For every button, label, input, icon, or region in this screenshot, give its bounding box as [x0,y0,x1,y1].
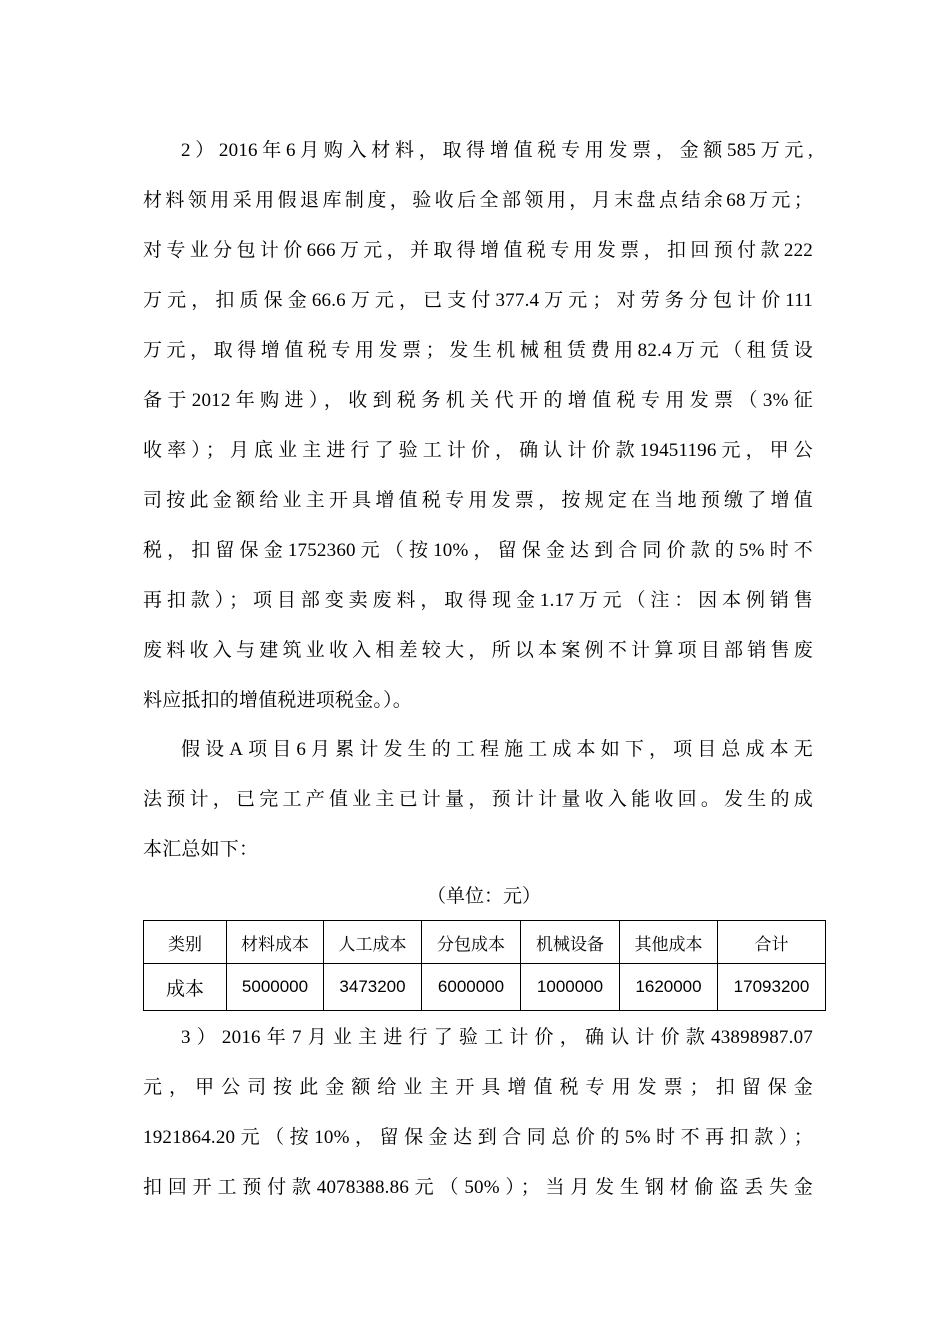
text-line: 废料收入与建筑业收入相差较大，所以本案例不计算项目部销售废 [143,640,813,661]
paragraph-june-purchases [143,126,813,726]
table-row [144,964,826,1011]
text-line: 万元，扣质保金66.6万元，已支付377.4万元；对劳务分包计价111 [143,290,813,311]
paragraph-cost-assumption [143,725,813,875]
header-cell-machinery: 机械设备 [521,921,620,964]
text-line: 本汇总如下： [143,839,259,860]
text-line: 法预计，已完工产值业主已计量，预计计量收入能收回。发生的成 [143,789,813,810]
text-line: 税，扣留保金1752360元（按10%，留保金达到合同价款的5%时不 [143,540,813,561]
header-cell-category: 类别 [144,921,227,964]
text-line: 料应抵扣的增值税进项税金。）。 [143,690,413,711]
text-line: 备于2012年购进），收到税务机关代开的增值税专用发票（3%征 [143,390,813,411]
header-cell-other: 其他成本 [620,921,718,964]
header-cell-material: 材料成本 [227,921,324,964]
text-line: 万元，取得增值税专用发票；发生机械租赁费用82.4万元（租赁设 [143,340,813,361]
header-cell-total: 合计 [718,921,826,964]
row-cell-total: 17093200 [718,964,826,1011]
table-header-row [144,921,826,964]
header-cell-subcontract: 分包成本 [422,921,521,964]
row-cell-other: 1620000 [620,964,718,1011]
text-line: 元，甲公司按此金额给业主开具增值税专用发票；扣留保金 [143,1077,813,1098]
table-unit-caption: （单位：元） [426,886,541,907]
row-cell-labor: 3473200 [324,964,422,1011]
row-cell-machinery: 1000000 [521,964,620,1011]
paragraph-july-valuation [143,1013,813,1213]
cost-summary-table [143,920,826,1011]
text-line: 收率）；月底业主进行了验工计价，确认计价款19451196元，甲公 [143,440,813,461]
text-line: 对专业分包计价666万元，并取得增值税专用发票，扣回预付款222 [143,240,813,261]
row-cell-subcontract: 6000000 [422,964,521,1011]
row-cell-category: 成本 [144,964,227,1011]
text-line: 扣回开工预付款4078388.86元（50%）；当月发生钢材偷盗丢失金 [143,1177,813,1198]
text-line: 再扣款）；项目部变卖废料，取得现金1.17万元（注：因本例销售 [143,590,813,611]
text-line: 材料领用采用假退库制度，验收后全部领用，月末盘点结余68万元； [143,190,813,211]
text-line: 假设A项目6月累计发生的工程施工成本如下，项目总成本无 [181,739,813,760]
text-line: 2）2016年6月购入材料，取得增值税专用发票，金额585万元, [181,140,813,161]
row-cell-material: 5000000 [227,964,324,1011]
text-line: 3）2016年7月业主进行了验工计价，确认计价款43898987.07 [181,1027,813,1048]
header-cell-labor: 人工成本 [324,921,422,964]
text-line: 司按此金额给业主开具增值税专用发票，按规定在当地预缴了增值 [143,490,813,511]
text-line: 1921864.20元（按10%，留保金达到合同总价的5%时不再扣款）； [143,1127,813,1148]
